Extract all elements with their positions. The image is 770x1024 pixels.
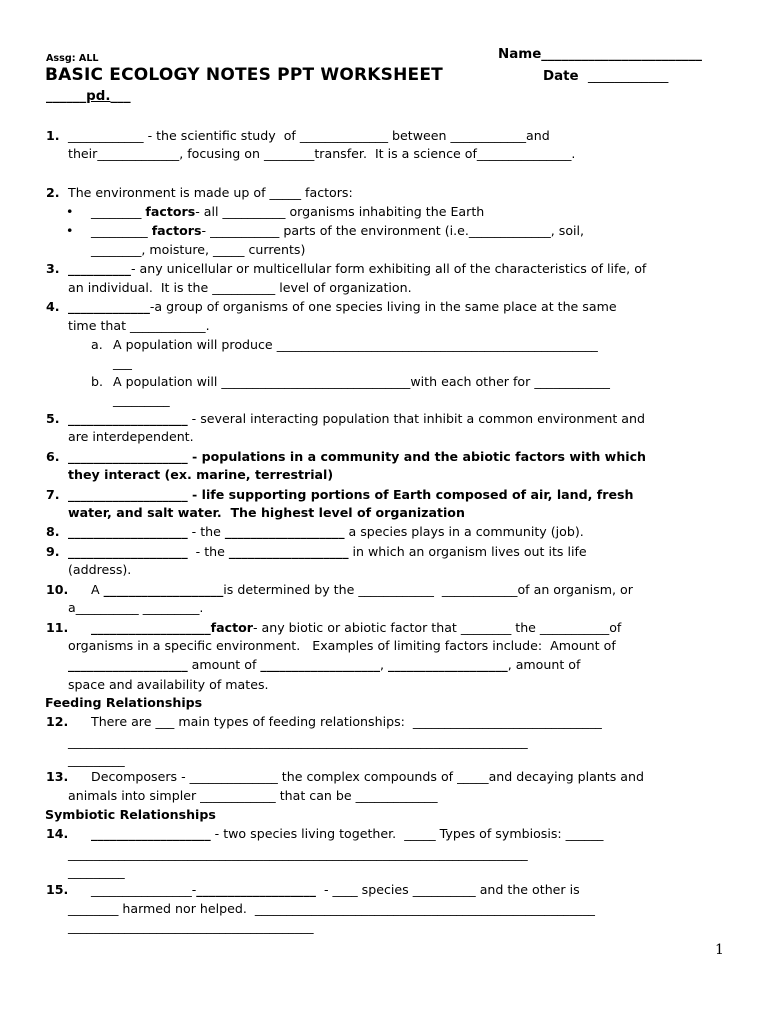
name-label: Name bbox=[498, 47, 542, 62]
question-number-4: 4. bbox=[46, 299, 60, 314]
section-heading-feeding: Feeding Relationships bbox=[45, 695, 203, 710]
q9-text-2: in which an organism lives out its life bbox=[348, 544, 587, 559]
q2-bullet1 bbox=[91, 203, 484, 221]
question-number-7: 7. bbox=[46, 487, 60, 502]
q2-bullet1-blank: ________ bbox=[91, 204, 146, 219]
page-number: 1 bbox=[715, 942, 724, 958]
q2-bullet2-rest: - ___________ parts of the environment (i.e._____________, soil, bbox=[201, 223, 585, 238]
q7-line1-rest: - life supporting portions of Earth composed of air, land, fresh bbox=[187, 487, 634, 502]
q9-blank-1: ___________________ bbox=[68, 544, 188, 559]
question-number-8: 8. bbox=[46, 524, 60, 539]
q2-bullet2-blank: _________ bbox=[91, 223, 152, 238]
q10-text-2: is determined by the ____________ ____________of an organism, or bbox=[223, 582, 633, 597]
q4b-label: b. bbox=[91, 374, 103, 389]
q14-line2: _________________________________________________________________________ bbox=[68, 846, 528, 861]
q2-bullet2-term: factors bbox=[151, 223, 202, 238]
q9-line2: (address). bbox=[68, 562, 132, 577]
q5-line2: are interdependent. bbox=[68, 429, 194, 444]
question-number-10: 10. bbox=[46, 582, 69, 597]
q10-line1 bbox=[91, 581, 633, 599]
worksheet-title: BASIC ECOLOGY NOTES PPT WORKSHEET bbox=[45, 65, 443, 85]
q14-line3: _________ bbox=[68, 864, 125, 879]
q15-line2: ________ harmed nor helped. ______________________________________________________ bbox=[68, 901, 595, 916]
q11-line1-rest: - any biotic or abiotic factor that ________ the ___________of bbox=[252, 620, 622, 635]
question-number-12: 12. bbox=[46, 714, 69, 729]
q2-bullet2-line2: ________, moisture, _____ currents) bbox=[91, 242, 306, 257]
section-heading-symbiotic: Symbiotic Relationships bbox=[45, 807, 216, 822]
bullet-icon: • bbox=[66, 223, 74, 238]
q8-blank-1: ___________________ bbox=[68, 524, 188, 539]
q6-line2: they interact (ex. marine, terrestrial) bbox=[68, 467, 334, 482]
q11-blank: ___________________ bbox=[91, 620, 211, 635]
q11-blank-4: ___________________ bbox=[388, 657, 508, 672]
q9-line1 bbox=[68, 543, 587, 561]
q11-line3 bbox=[68, 656, 580, 674]
q14-blank: ___________________ bbox=[91, 826, 211, 841]
q4a-line2: ___ bbox=[113, 355, 132, 370]
q7-line2: water, and salt water. The highest level of organization bbox=[68, 505, 465, 520]
question-number-1: 1. bbox=[46, 128, 60, 143]
q12-line2: _________________________________________________________________________ bbox=[68, 734, 528, 749]
q13-line1: Decomposers - ______________ the complex compounds of _____and decaying plants and bbox=[91, 769, 644, 784]
q2-bullet1-rest: - all __________ organisms inhabiting the Earth bbox=[195, 204, 485, 219]
q5-blank: ___________________ bbox=[68, 411, 188, 426]
q11-text-1: amount of bbox=[187, 657, 261, 672]
q15-line3: _______________________________________ bbox=[68, 919, 314, 934]
q4-line2: time that ____________. bbox=[68, 318, 210, 333]
q11-term: factor bbox=[210, 620, 253, 635]
q4a-line1: A population will produce ___________________________________________________ bbox=[113, 337, 598, 352]
question-number-11: 11. bbox=[46, 620, 69, 635]
date-blank: ____________ bbox=[587, 69, 669, 84]
q10-blank: ___________________ bbox=[103, 582, 224, 597]
period-label: pd. bbox=[86, 89, 111, 104]
question-number-14: 14. bbox=[46, 826, 69, 841]
q3-blank: __________ bbox=[68, 261, 131, 276]
q8-text-1: - the bbox=[187, 524, 225, 539]
q11-blank-2: ___________________ bbox=[68, 657, 188, 672]
date-field bbox=[543, 68, 668, 86]
q10-line2: a__________ _________. bbox=[68, 600, 204, 615]
period-field bbox=[46, 88, 131, 106]
q10-text-1: A bbox=[91, 582, 104, 597]
q4-line1 bbox=[68, 298, 617, 316]
q4b-line1: A population will ______________________________with each other for ____________ bbox=[113, 374, 610, 389]
q8-blank-2: ___________________ bbox=[224, 524, 345, 539]
question-number-2: 2. bbox=[46, 185, 60, 200]
bullet-icon: • bbox=[66, 204, 74, 219]
q14-line1-rest: - two species living together. _____ Types of symbiosis: ______ bbox=[210, 826, 604, 841]
q11-line4: space and availability of mates. bbox=[68, 677, 269, 692]
q15-line1-rest: - ____ species __________ and the other is bbox=[315, 882, 580, 897]
q6-line1 bbox=[68, 448, 646, 466]
q13-line2: animals into simpler ____________ that can be _____________ bbox=[68, 788, 438, 803]
question-number-15: 15. bbox=[46, 882, 69, 897]
q4-line1-rest: -a group of organisms of one species living in the same place at the same bbox=[149, 299, 617, 314]
q3-line1-rest: - any unicellular or multicellular form exhibiting all of the characteristics of life, of bbox=[130, 261, 647, 276]
q1-line1: ____________ - the scientific study of ______________ between ____________and bbox=[68, 128, 550, 143]
period-blank-before: ______ bbox=[46, 89, 87, 104]
q6-line1-rest: - populations in a community and the abiotic factors with which bbox=[187, 449, 647, 464]
question-number-13: 13. bbox=[46, 769, 69, 784]
q6-blank: ___________________ bbox=[68, 449, 188, 464]
assignment-label: Assg: ALL bbox=[46, 53, 99, 64]
q11-line2: organisms in a specific environment. Examples of limiting factors include: Amount of bbox=[68, 638, 616, 653]
q15-blank-1: ________________- bbox=[91, 882, 197, 897]
q4b-line2: _________ bbox=[113, 392, 170, 407]
question-number-5: 5. bbox=[46, 411, 60, 426]
q9-text-1: - the bbox=[187, 544, 229, 559]
question-number-3: 3. bbox=[46, 261, 60, 276]
q3-line1 bbox=[68, 260, 646, 278]
q4-blank: _____________ bbox=[68, 299, 150, 314]
name-blank: ________________________ bbox=[541, 47, 702, 62]
q11-blank-3: ___________________ bbox=[260, 657, 381, 672]
question-number-6: 6. bbox=[46, 449, 60, 464]
q1-line2: their_____________, focusing on ________transfer. It is a science of_______________. bbox=[68, 146, 576, 161]
q14-line1 bbox=[91, 825, 603, 843]
q8-text-2: a species plays in a community (job). bbox=[344, 524, 584, 539]
q11-text-2: , bbox=[380, 657, 389, 672]
q2-bullet2 bbox=[91, 222, 584, 240]
q2-bullet1-term: factors bbox=[145, 204, 196, 219]
q7-blank: ___________________ bbox=[68, 487, 188, 502]
q5-line1 bbox=[68, 410, 645, 428]
q15-line1 bbox=[91, 881, 580, 899]
q7-line1 bbox=[68, 486, 634, 504]
q9-blank-2: ___________________ bbox=[228, 544, 349, 559]
q2-line1: The environment is made up of _____ factors: bbox=[68, 185, 353, 200]
q5-line1-rest: - several interacting population that inhibit a common environment and bbox=[187, 411, 645, 426]
q15-blank-2: ___________________ bbox=[196, 882, 316, 897]
period-blank-after: ___ bbox=[110, 89, 131, 104]
q11-text-3: , amount of bbox=[507, 657, 581, 672]
q4a-label: a. bbox=[91, 337, 103, 352]
date-label: Date bbox=[543, 69, 579, 84]
q12-line1: There are ___ main types of feeding relationships: ______________________________ bbox=[91, 714, 602, 729]
name-field bbox=[498, 46, 702, 64]
question-number-9: 9. bbox=[46, 544, 60, 559]
q8-line1 bbox=[68, 523, 584, 541]
q12-line3: _________ bbox=[68, 752, 125, 767]
q3-line2: an individual. It is the __________ level of organization. bbox=[68, 280, 412, 295]
q11-line1 bbox=[91, 619, 621, 637]
